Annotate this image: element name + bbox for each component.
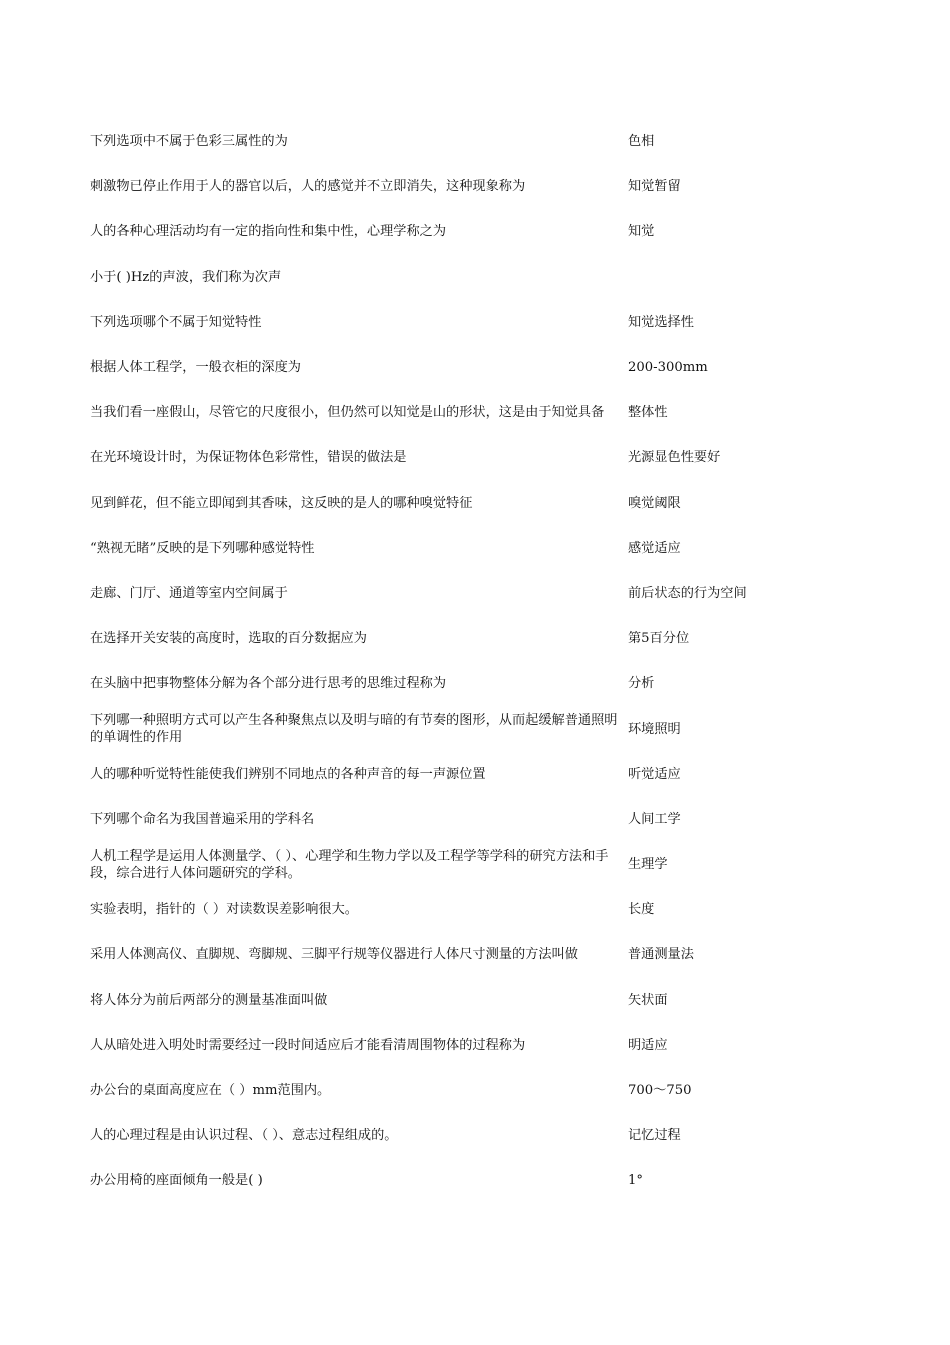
question-answer-list [0, 119, 950, 1204]
list-item [0, 932, 950, 977]
answer-text: 知觉选择性 [628, 314, 694, 330]
answer-text: 感觉适应 [628, 540, 681, 556]
answer-text: 分析 [628, 676, 655, 692]
answer-text: 记忆过程 [628, 1128, 681, 1144]
list-item [0, 481, 950, 526]
answer-text: 前后状态的行为空间 [628, 585, 747, 601]
list-item [0, 209, 950, 254]
answer-text: 环境照明 [628, 721, 681, 737]
question-text: 下列哪个命名为我国普遍采用的学科名 [90, 811, 315, 827]
answer-text: 1° [628, 1173, 643, 1189]
answer-text: 矢状面 [628, 992, 668, 1008]
answer-text: 色相 [628, 134, 655, 150]
question-text: 下列选项中不属于色彩三属性的为 [90, 134, 288, 150]
question-text: “熟视无睹”反映的是下列哪种感觉特性 [90, 540, 315, 556]
answer-text: 人间工学 [628, 811, 681, 827]
answer-text: 知觉暂留 [628, 179, 681, 195]
question-text: 人的各种心理活动均有一定的指向性和集中性，心理学称之为 [90, 224, 447, 240]
list-item [0, 887, 950, 932]
question-text: 办公台的桌面高度应在（ ）mm范围内。 [90, 1083, 331, 1099]
list-item [0, 119, 950, 164]
question-text: 在光环境设计时，为保证物体色彩常性，错误的做法是 [90, 450, 407, 466]
question-text: 下列选项哪个不属于知觉特性 [90, 314, 262, 330]
list-item [0, 255, 950, 300]
list-item [0, 300, 950, 345]
question-text: 走廊、门厅、通道等室内空间属于 [90, 585, 288, 601]
question-text: 人机工程学是运用人体测量学、（ ）、心理学和生物力学以及工程学等学科的研究方法和手段，综合进行人体问题研究的学科。 [90, 848, 609, 881]
answer-text: 长度 [628, 902, 655, 918]
question-text: 根据人体工程学，一般衣柜的深度为 [90, 360, 301, 376]
question-text: 见到鲜花，但不能立即闻到其香味，这反映的是人的哪种嗅觉特征 [90, 495, 473, 511]
list-item [0, 752, 950, 797]
list-item [0, 978, 950, 1023]
list-item [0, 797, 950, 842]
list-item [0, 571, 950, 616]
question-text: 当我们看一座假山，尽管它的尺度很小，但仍然可以知觉是山的形状，这是由于知觉具备 [90, 405, 605, 421]
answer-text: 生理学 [628, 857, 668, 873]
question-text: 人的心理过程是由认识过程、（ ）、意志过程组成的。 [90, 1128, 398, 1144]
list-item [0, 1023, 950, 1068]
answer-text: 知觉 [628, 224, 655, 240]
question-text: 人从暗处进入明处时需要经过一段时间适应后才能看清周围物体的过程称为 [90, 1037, 526, 1053]
answer-text: 光源显色性要好 [628, 450, 721, 466]
question-text: 下列哪一种照明方式可以产生各种聚焦点以及明与暗的有节奏的图形，从而起缓解普通照明的单调性的作用 [90, 713, 618, 746]
answer-text: 嗅觉阈限 [628, 495, 681, 511]
question-text: 刺激物已停止作用于人的器官以后，人的感觉并不立即消失，这种现象称为 [90, 179, 526, 195]
answer-text: 听觉适应 [628, 766, 681, 782]
list-item [0, 1113, 950, 1158]
question-text: 在选择开关安装的高度时，选取的百分数据应为 [90, 631, 367, 647]
list-item [0, 1158, 950, 1203]
list-item [0, 435, 950, 480]
answer-text: 明适应 [628, 1037, 668, 1053]
answer-text: 普通测量法 [628, 947, 694, 963]
list-item [0, 1068, 950, 1113]
answer-text: 第5百分位 [628, 631, 690, 647]
list-item [0, 164, 950, 209]
question-text: 小于( )Hz的声波，我们称为次声 [90, 269, 282, 285]
question-text: 人的哪种听觉特性能使我们辨别不同地点的各种声音的每一声源位置 [90, 766, 486, 782]
list-item [0, 842, 950, 887]
question-text: 在头脑中把事物整体分解为各个部分进行思考的思维过程称为 [90, 676, 447, 692]
answer-text: 整体性 [628, 405, 668, 421]
question-text: 办公用椅的座面倾角一般是( ) [90, 1173, 263, 1189]
list-item [0, 390, 950, 435]
list-item [0, 345, 950, 390]
answer-text: 200-300mm [628, 360, 708, 376]
list-item [0, 616, 950, 661]
list-item [0, 661, 950, 706]
question-text: 实验表明，指针的（ ）对读数误差影响很大。 [90, 902, 358, 918]
list-item [0, 706, 950, 751]
question-text: 将人体分为前后两部分的测量基准面叫做 [90, 992, 328, 1008]
answer-text: 700～750 [628, 1083, 692, 1099]
list-item [0, 526, 950, 571]
question-text: 采用人体测高仪、直脚规、弯脚规、三脚平行规等仪器进行人体尺寸测量的方法叫做 [90, 947, 578, 963]
